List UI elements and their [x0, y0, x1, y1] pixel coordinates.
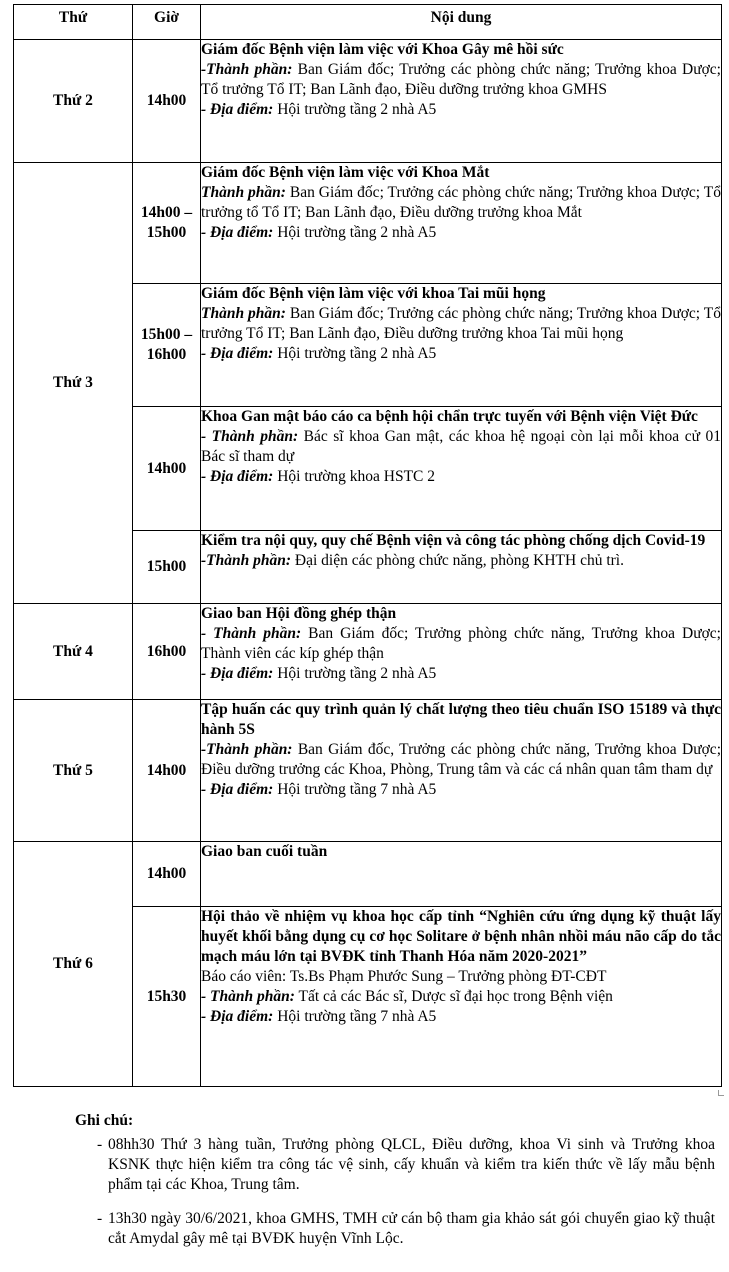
detail-line	[201, 740, 721, 780]
detail-label: - Địa điểm:	[201, 224, 274, 241]
event-title: Giám đốc Bệnh viện làm việc với khoa Tai mũi họng	[201, 285, 546, 302]
content-cell	[201, 163, 722, 284]
note-text: 13h30 ngày 30/6/2021, khoa GMHS, TMH cử cán bộ tham gia khảo sát gói chuyển giao kỹ thuật cắt Amydal gây mê tại BVĐK huyện Vĩnh Lộc.	[108, 1210, 715, 1247]
time-cell	[133, 700, 201, 842]
time-cell	[133, 531, 201, 604]
note-item	[75, 1209, 715, 1249]
time-text: 14h00	[146, 865, 187, 882]
corner-mark	[718, 1090, 724, 1096]
time-text: 16h00	[146, 642, 187, 660]
detail-line	[201, 183, 721, 223]
time-cell	[133, 604, 201, 700]
schedule-row	[14, 604, 722, 700]
detail-line	[201, 427, 721, 467]
header-day: Thứ	[14, 5, 133, 40]
detail-line	[201, 60, 721, 100]
schedule-row	[14, 700, 722, 842]
detail-line	[201, 223, 721, 243]
time-text: 15h00	[146, 224, 187, 241]
detail-line	[201, 100, 721, 120]
detail-line	[201, 967, 721, 987]
day-cell: Thứ 4	[14, 604, 133, 700]
day-cell: Thứ 6	[14, 842, 133, 1087]
time-text: 15h00	[146, 558, 187, 575]
detail-text: Hội trường tầng 2 nhà A5	[273, 224, 437, 241]
header-row	[14, 5, 722, 40]
time-cell	[133, 40, 201, 163]
detail-text: Hội trường tầng 2 nhà A5	[273, 665, 437, 682]
detail-label: -Thành phần:	[201, 61, 293, 78]
notes-title: Ghi chú:	[75, 1112, 134, 1129]
detail-label: -Thành phần:	[201, 741, 293, 758]
detail-text: Tất cả các Bác sĩ, Dược sĩ đại học trong Bệnh viện	[294, 988, 613, 1005]
content-cell	[201, 407, 722, 531]
content-cell	[201, 907, 722, 1087]
content-cell	[201, 284, 722, 407]
detail-line	[201, 780, 721, 800]
note-bullet: -	[97, 1210, 103, 1227]
time-text: 14h00	[146, 459, 187, 477]
detail-label: - Địa điểm:	[201, 781, 274, 798]
content-cell	[201, 700, 722, 842]
detail-line	[201, 344, 721, 364]
note-text: 08hh30 Thứ 3 hàng tuần, Trưởng phòng QLCL, Điều dưỡng, khoa Vi sinh và Trưởng khoa KSNK thực hiện kiểm tra công tác vệ sinh, cấy khuẩn và kiểm tra kiến thức về lấy mẫu bệnh phẩm tại các Khoa, Trung tâm.	[108, 1136, 715, 1193]
detail-line	[201, 1007, 721, 1027]
content-cell	[201, 842, 722, 907]
detail-text: Hội trường tầng 2 nhà A5	[273, 101, 437, 118]
notes-section	[75, 1111, 715, 1263]
detail-line	[201, 467, 721, 487]
detail-label: - Địa điểm:	[201, 468, 274, 485]
event-title: Hội thảo về nhiệm vụ khoa học cấp tỉnh “Nghiên cứu ứng dụng kỹ thuật lấy huyết khối bằng dụng cụ cơ học Solitare ở bệnh nhân nhồi máu não cấp do tắc mạch máu lớn tại BVĐK tỉnh Thanh Hóa năm 2020-2021”	[201, 908, 721, 965]
detail-line	[201, 987, 721, 1007]
time-cell	[133, 163, 201, 284]
detail-label: - Thành phần:	[201, 428, 299, 445]
detail-text: Bác sĩ khoa Gan mật, các khoa hệ ngoại còn lại mỗi khoa cử 01 Bác sĩ tham dự	[201, 428, 721, 465]
event-title: Khoa Gan mật báo cáo ca bệnh hội chẩn trực tuyến với Bệnh viện Việt Đức	[201, 408, 698, 425]
event-title: Kiểm tra nội quy, quy chế Bệnh viện và công tác phòng chống dịch Covid-19	[201, 532, 706, 549]
detail-label: - Địa điểm:	[201, 665, 274, 682]
schedule-body	[14, 40, 722, 1087]
event-title: Giao ban cuối tuần	[201, 843, 328, 860]
content-cell	[201, 604, 722, 700]
content-cell	[201, 40, 722, 163]
detail-label: - Địa điểm:	[201, 1008, 274, 1025]
detail-text: Hội trường tầng 7 nhà A5	[273, 781, 437, 798]
event-title: Giám đốc Bệnh viện làm việc với Khoa Mắt	[201, 164, 490, 181]
detail-line	[201, 551, 721, 571]
header-content: Nội dung	[201, 5, 722, 40]
event-title: Tập huấn các quy trình quản lý chất lượng theo tiêu chuẩn ISO 15189 và thực hành 5S	[201, 701, 721, 738]
content-cell	[201, 531, 722, 604]
header-time: Giờ	[133, 5, 201, 40]
schedule-row	[14, 842, 722, 907]
detail-line	[201, 624, 721, 664]
day-cell: Thứ 2	[14, 40, 133, 163]
time-text: 15h00 –	[140, 326, 193, 343]
time-text: 15h30	[146, 987, 187, 1005]
detail-line	[201, 664, 721, 684]
time-cell	[133, 407, 201, 531]
detail-label: - Địa điểm:	[201, 101, 274, 118]
day-cell: Thứ 5	[14, 700, 133, 842]
schedule-row	[14, 40, 722, 163]
note-item	[75, 1135, 715, 1195]
detail-text: Ban Giám đốc; Trưởng phòng chức năng, Trưởng khoa Dược; Thành viên các kíp ghép thận	[201, 625, 721, 662]
schedule-row	[14, 163, 722, 284]
time-text: 16h00	[146, 346, 187, 363]
detail-label: - Thành phần:	[201, 988, 295, 1005]
detail-text: Ban Giám đốc; Trưởng các phòng chức năng; Trưởng khoa Dược; Tổ trưởng tổ Tổ IT; Ban Lãnh đạo, Điều dưỡng trưởng khoa Mắt	[201, 184, 721, 221]
detail-line	[201, 304, 721, 344]
detail-text: Ban Giám đốc, Trưởng các phòng chức năng, Trưởng khoa Dược; Điều dưỡng trưởng các Khoa, Phòng, Trung tâm và các cá nhân quan tâm tham dự	[201, 741, 721, 778]
time-text: 14h00	[146, 761, 187, 779]
detail-text: Hội trường khoa HSTC 2	[273, 468, 436, 485]
time-text: 14h00	[146, 92, 187, 109]
time-cell	[133, 842, 201, 907]
detail-text: Hội trường tầng 7 nhà A5	[273, 1008, 437, 1025]
schedule-table	[13, 4, 722, 1087]
detail-text: Đại diện các phòng chức năng, phòng KHTH chủ trì.	[291, 552, 624, 569]
detail-text: Báo cáo viên: Ts.Bs Phạm Phước Sung – Trưởng phòng ĐT-CĐT	[201, 968, 607, 985]
detail-label: Thành phần:	[201, 184, 286, 201]
detail-label: - Địa điểm:	[201, 345, 274, 362]
detail-text: Hội trường tầng 2 nhà A5	[273, 345, 437, 362]
note-bullet: -	[97, 1136, 103, 1153]
detail-text: Ban Giám đốc; Trưởng các phòng chức năng; Trưởng khoa Dược; Tổ trưởng Tổ IT; Ban Lãnh đạo, Điều dưỡng trưởng khoa GMHS	[201, 61, 721, 98]
event-title: Giao ban Hội đồng ghép thận	[201, 605, 397, 622]
detail-label: - Thành phần:	[201, 625, 302, 642]
time-cell	[133, 907, 201, 1087]
detail-label: Thành phần:	[201, 305, 286, 322]
event-title: Giám đốc Bệnh viện làm việc với Khoa Gây mê hồi sức	[201, 41, 564, 58]
time-cell	[133, 284, 201, 407]
day-cell: Thứ 3	[14, 163, 133, 604]
detail-label: -Thành phần:	[201, 552, 292, 569]
detail-text: Ban Giám đốc; Trưởng các phòng chức năng; Trưởng khoa Dược; Tổ trưởng Tổ IT; Ban Lãnh đạo, Điều dưỡng trưởng khoa Tai mũi họng	[201, 305, 721, 342]
time-text: 14h00 –	[140, 204, 193, 221]
